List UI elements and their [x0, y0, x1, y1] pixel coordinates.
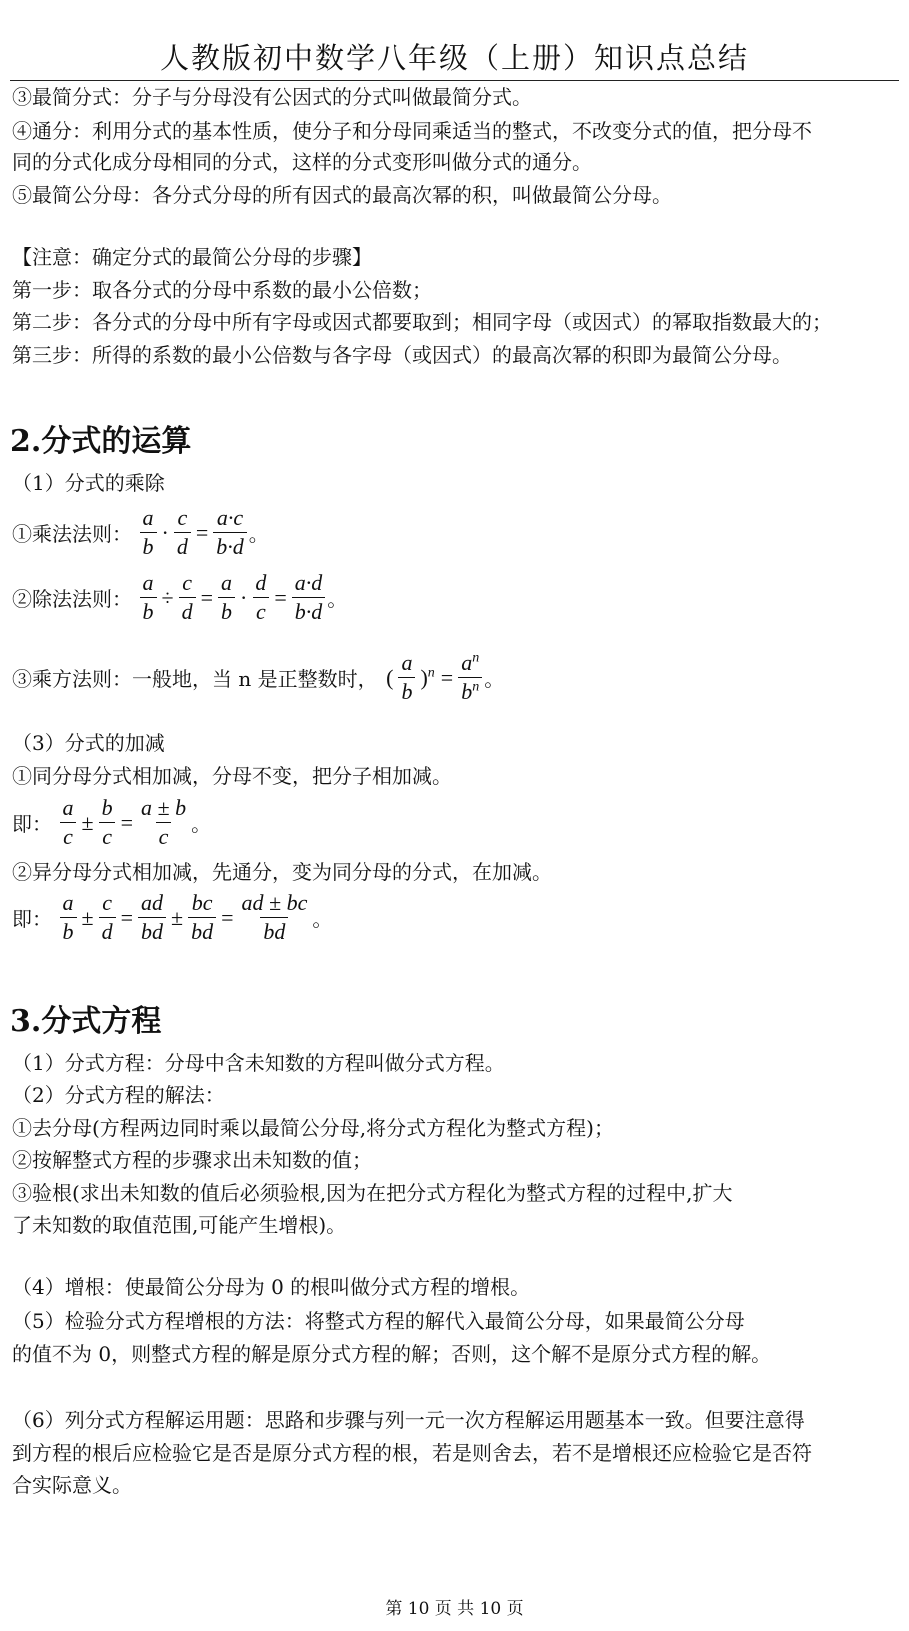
- different-denominator-rule: ②异分母分式相加减，先通分，变为同分母的分式，在加减。: [12, 860, 552, 884]
- note-step2: 第二步：各分式的分母中所有字母或因式都要取到；相同字母（或因式）的幂取指数最大的；: [12, 310, 832, 334]
- simplest-fraction-definition: ③最简分式：分子与分母没有公因式的分式叫做最简分式。: [12, 85, 532, 109]
- section3-heading: 3.分式方程: [10, 1004, 162, 1039]
- note-step1: 第一步：取各分式的分母中系数的最小公倍数；: [12, 278, 432, 302]
- multiplication-rule: ①乘法法则： $\frac{a}{b}$ · $\frac{c}{d}$ = $\frac{a\cdot c}{b\cdot d}$ 。: [12, 505, 269, 559]
- section3-line6: 了未知数的取值范围,可能产生增根)。: [12, 1213, 347, 1237]
- page-number: 第 10 页 共 10 页: [385, 1599, 524, 1619]
- power-rule-label: ③乘方法则：一般地，当 n 是正整数时，: [12, 667, 378, 691]
- section3-line2: （2）分式方程的解法：: [12, 1083, 225, 1107]
- page-header-title: 人教版初中数学八年级（上册）知识点总结: [159, 41, 749, 75]
- multiplication-rule-label: ①乘法法则：: [12, 522, 132, 546]
- section3-line8: （5）检验分式方程增根的方法：将整式方程的解代入最简公分母，如果最简公分母: [12, 1309, 745, 1333]
- section2-heading: 2.分式的运算: [10, 424, 192, 459]
- section3-line3: ①去分母(方程两边同时乘以最简公分母,将分式方程化为整式方程)；: [12, 1116, 614, 1140]
- section3-line1: （1）分式方程：分母中含未知数的方程叫做分式方程。: [12, 1051, 505, 1075]
- note-title: 【注意：确定分式的最简公分母的步骤】: [12, 245, 372, 269]
- note-step3: 第三步：所得的系数的最小公倍数与各字母（或因式）的最高次幂的积即为最简公分母。: [12, 343, 792, 367]
- lcd-definition: ⑤最简公分母：各分式分母的所有因式的最高次幂的积，叫做最简公分母。: [12, 183, 672, 207]
- different-denominator-formula: 即： $\frac{a}{b}$ ± $\frac{c}{d}$ = $\frac{ad}{bd}$ ± $\frac{bc}{bd}$ = $\frac{ad \pm bc}{bd}$ 。: [12, 890, 333, 944]
- section3-line9: 的值不为 0，则整式方程的解是原分式方程的解；否则，这个解不是原分式方程的解。: [12, 1342, 772, 1366]
- section3-line10: （6）列分式方程解运用题：思路和步骤与列一元一次方程解运用题基本一致。但要注意得: [12, 1408, 805, 1432]
- section3-line7: （4）增根：使最简公分母为 0 的根叫做分式方程的增根。: [12, 1275, 531, 1299]
- section3-line12: 合实际意义。: [12, 1473, 132, 1497]
- section2-sub3: （3）分式的加减: [12, 731, 165, 755]
- common-denominator-definition-line2: 同的分式化成分母相同的分式，这样的分式变形叫做分式的通分。: [12, 150, 592, 174]
- section3-line11: 到方程的根后应检验它是否是原分式方程的根，若是则舍去，若不是增根还应检验它是否符: [12, 1441, 812, 1465]
- same-denominator-rule: ①同分母分式相加减，分母不变，把分子相加减。: [12, 764, 452, 788]
- same-denominator-formula: 即： $\frac{a}{c}$ ± $\frac{b}{c}$ = $\frac{a \pm b}{c}$ 。: [12, 795, 212, 849]
- division-rule-label: ②除法法则：: [12, 587, 132, 611]
- division-rule: ②除法法则： $\frac{a}{b}$ ÷ $\frac{c}{d}$ = $\frac{a}{b}$ · $\frac{d}{c}$ = $\frac{a\cdot d}{b\cdot d}$ 。: [12, 570, 348, 624]
- section2-sub1: （1）分式的乘除: [12, 471, 165, 495]
- common-denominator-definition-line1: ④通分：利用分式的基本性质，使分子和分母同乘适当的整式，不改变分式的值，把分母不: [12, 119, 812, 143]
- section3-line5: ③验根(求出未知数的值后必须验根,因为在把分式方程化为整式方程的过程中,扩大: [12, 1181, 733, 1205]
- power-rule: ③乘方法则：一般地，当 n 是正整数时， ( $\frac{a}{b}$ )$^n$ = $\frac{a^n}{b^n}$ 。: [12, 650, 505, 704]
- section3-line4: ②按解整式方程的步骤求出未知数的值；: [12, 1148, 372, 1172]
